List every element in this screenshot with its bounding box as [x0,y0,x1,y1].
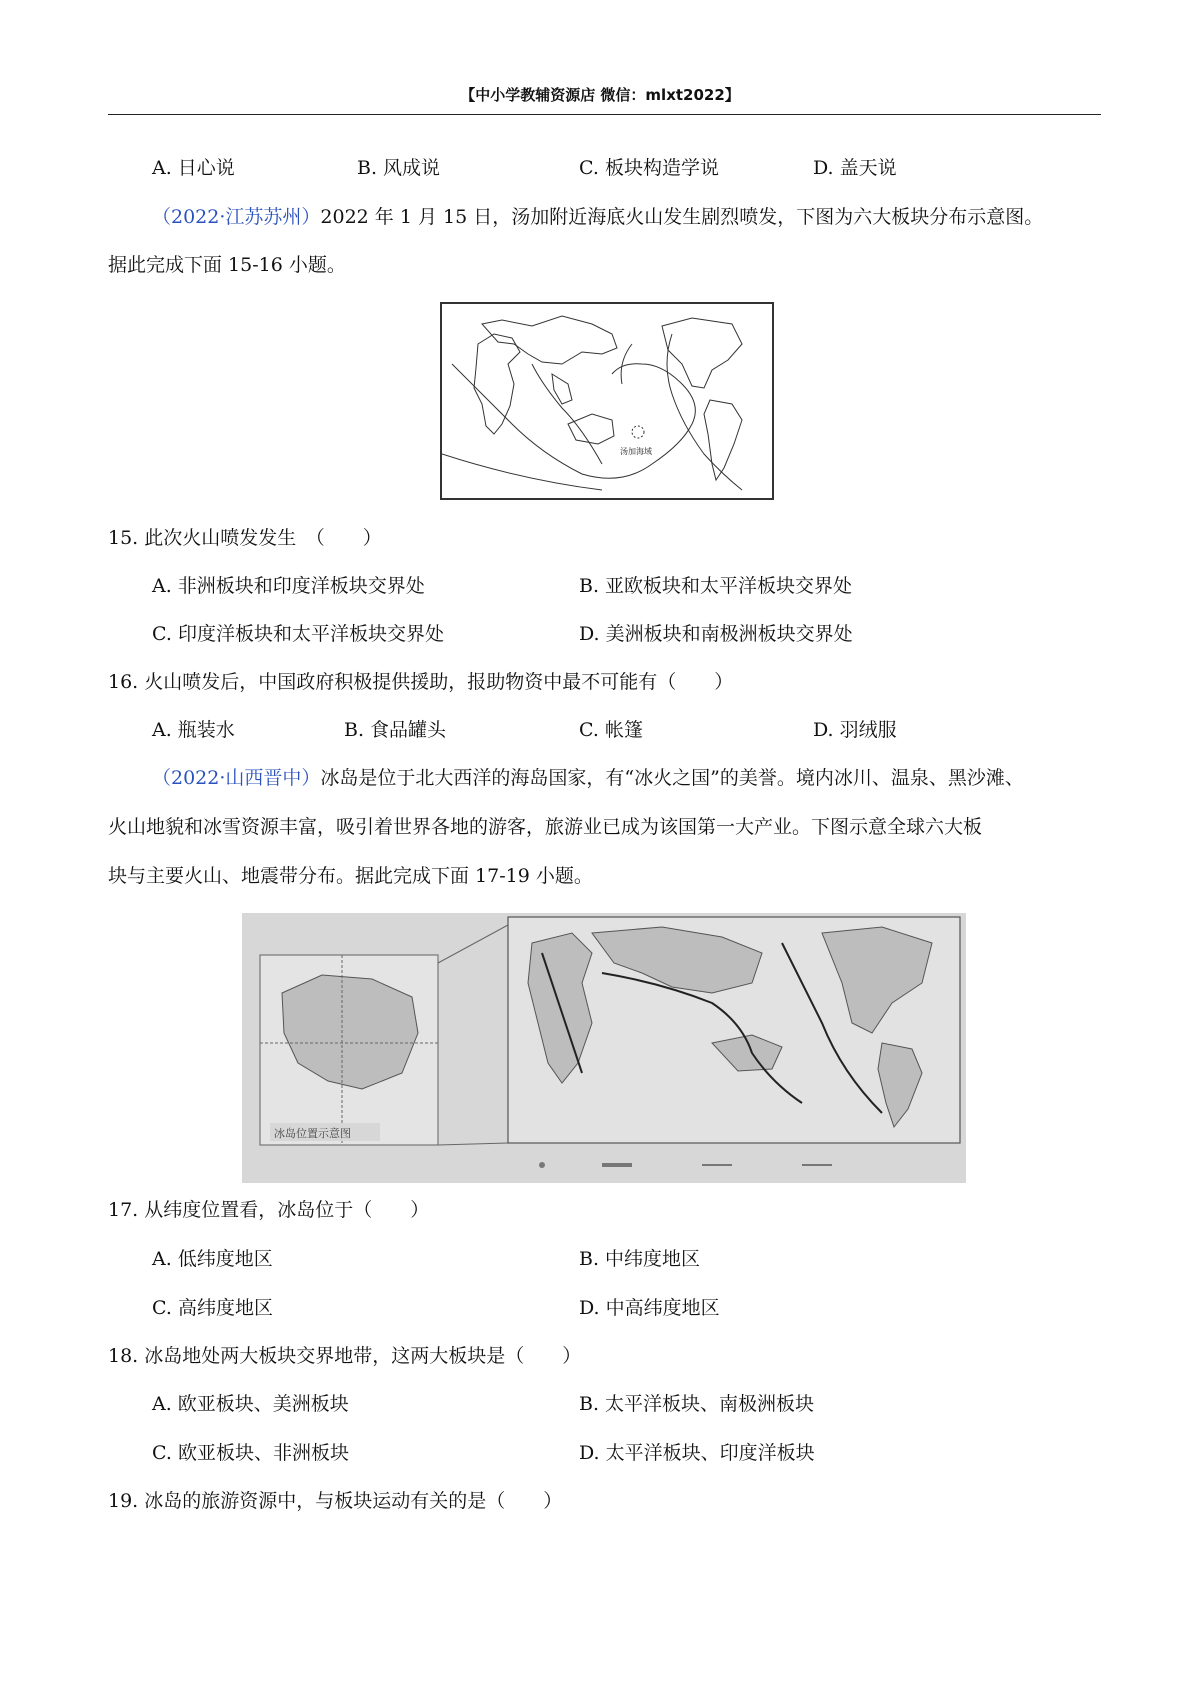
q14-option-d[interactable]: D. 盖天说 [813,157,897,179]
passage1-source[interactable]: （2022·江苏苏州） [152,206,321,228]
plate-map-1 [440,302,774,500]
q17-option-b[interactable]: B. 中纬度地区 [579,1248,701,1270]
q16-stem: 16. 火山喷发后，中国政府积极提供援助，报助物资中最不可能有（ ） [108,671,734,693]
passage2-line2: 火山地貌和冰雪资源丰富，吸引着世界各地的游客，旅游业已成为该国第一大产业。下图示意全球六大板 [108,816,983,838]
q18-option-a[interactable]: A. 欧亚板块、美洲板块 [152,1393,349,1415]
passage2-source[interactable]: （2022·山西晋中） [152,767,321,789]
page-header: 【中小学教辅资源店 微信：mlxt2022】 [460,86,740,104]
q18-option-d[interactable]: D. 太平洋板块、印度洋板块 [579,1442,815,1464]
q18-stem: 18. 冰岛地处两大板块交界地带，这两大板块是（ ） [108,1345,582,1367]
q15-option-a[interactable]: A. 非洲板块和印度洋板块交界处 [152,575,425,597]
q16-option-b[interactable]: B. 食品罐头 [344,719,447,741]
q14-option-a[interactable]: A. 日心说 [152,157,235,179]
q17-option-d[interactable]: D. 中高纬度地区 [579,1297,720,1319]
inset-label: 冰岛位置示意图 [274,1127,351,1140]
plate-map-1-svg [442,304,772,498]
passage1-line2: 据此完成下面 15-16 小题。 [108,254,346,276]
passage2-line3: 块与主要火山、地震带分布。据此完成下面 17-19 小题。 [108,865,593,887]
q15-stem: 15. 此次火山喷发发生 （ ） [108,527,382,549]
q14-option-c[interactable]: C. 板块构造学说 [579,157,719,179]
plate-map-2-svg [242,913,966,1183]
passage1-text-1: 2022 年 1 月 15 日，汤加附近海底火山发生剧烈喷发，下图为六大板块分布示意图。 [320,206,1044,228]
q19-stem: 19. 冰岛的旅游资源中，与板块运动有关的是（ ） [108,1490,563,1512]
plate-map-2 [242,913,966,1183]
q18-option-b[interactable]: B. 太平洋板块、南极洲板块 [579,1393,815,1415]
q18-option-c[interactable]: C. 欧亚板块、非洲板块 [152,1442,349,1464]
passage2-line1 [152,766,1024,790]
q17-option-c[interactable]: C. 高纬度地区 [152,1297,273,1319]
q17-option-a[interactable]: A. 低纬度地区 [152,1248,273,1270]
q17-stem: 17. 从纬度位置看，冰岛位于（ ） [108,1199,430,1221]
q16-option-c[interactable]: C. 帐篷 [579,719,643,741]
passage1-line1 [152,205,1043,229]
q15-option-d[interactable]: D. 美洲板块和南极洲板块交界处 [579,623,853,645]
q16-option-a[interactable]: A. 瓶装水 [152,719,235,741]
header-divider [108,114,1101,115]
tonga-label: 汤加海域 [620,447,652,456]
q15-option-b[interactable]: B. 亚欧板块和太平洋板块交界处 [579,575,853,597]
q15-option-c[interactable]: C. 印度洋板块和太平洋板块交界处 [152,623,444,645]
q14-option-b[interactable]: B. 风成说 [357,157,441,179]
q16-option-d[interactable]: D. 羽绒服 [813,719,897,741]
passage2-text-1: 冰岛是位于北大西洋的海岛国家，有“冰火之国”的美誉。境内冰川、温泉、黑沙滩、 [320,767,1024,789]
